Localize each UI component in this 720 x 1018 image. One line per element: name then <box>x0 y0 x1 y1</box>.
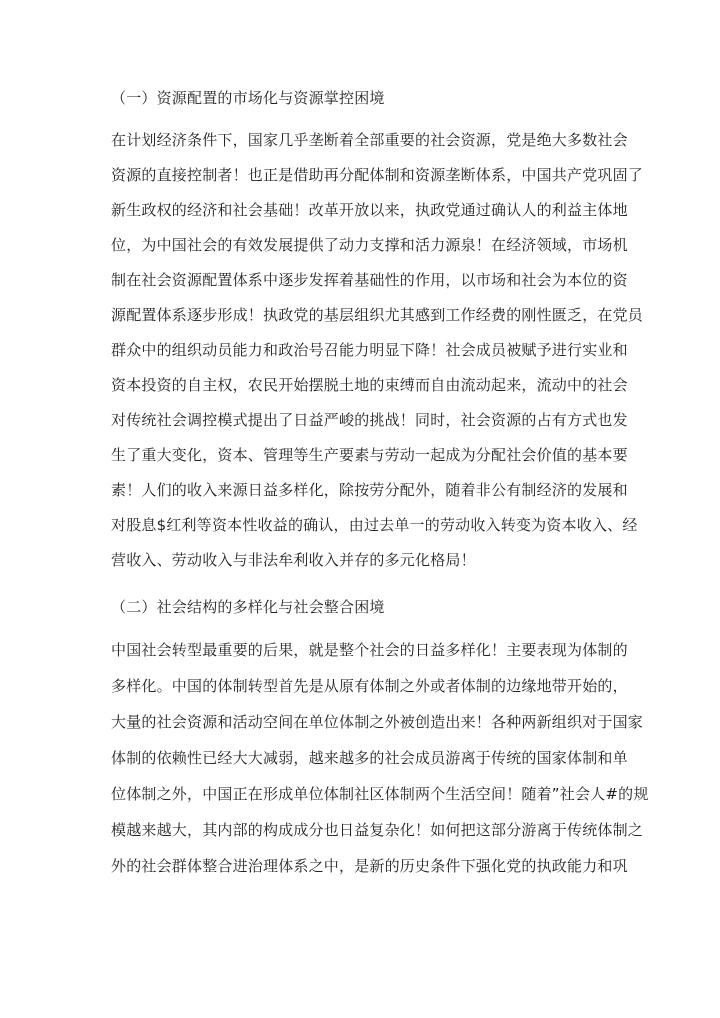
paragraph-line: 资源的直接控制者！也正是借助再分配体制和资源垄断体系，中国共产党巩固了 <box>111 166 644 184</box>
paragraph-line: 生了重大变化，资本、管理等生产要素与劳动一起成为分配社会价值的基本要 <box>111 446 628 464</box>
paragraph-line: 模越来越大，其内部的构成成分也日益复杂化！如何把这部分游离于传统体制之 <box>111 821 644 839</box>
paragraph-line: 外的社会群体整合进治理体系之中，是新的历史条件下强化党的执政能力和巩 <box>111 857 628 875</box>
paragraph-line: 中国社会转型最重要的后果，就是整个社会的日益多样化！主要表现为体制的 <box>111 641 628 659</box>
paragraph-line: 源配置体系逐步形成！执政党的基层组织尤其感到工作经费的刚性匮乏，在党员 <box>111 306 644 324</box>
paragraph-line: 在计划经济条件下，国家几乎垄断着全部重要的社会资源，党是绝大多数社会 <box>111 131 628 149</box>
paragraph-line: 新生政权的经济和社会基础！改革开放以来，执政党通过确认人的利益主体地 <box>111 201 628 219</box>
paragraph-line: 大量的社会资源和活动空间在单位体制之外被创造出来！各种两新组织对于国家 <box>111 713 644 731</box>
paragraph-line: 营收入、劳动收入与非法牟利收入并存的多元化格局！ <box>111 551 476 569</box>
section-heading-2: （二）社会结构的多样化与社会整合困境 <box>111 598 385 616</box>
section-heading-1: （一）资源配置的市场化与资源掌控困境 <box>111 89 385 107</box>
paragraph-line: 对传统社会调控模式提出了日益严峻的挑战！同时，社会资源的占有方式也发 <box>111 411 628 429</box>
paragraph-line: 对股息$红利等资本性收益的确认，由过去单一的劳动收入转变为资本收入、经 <box>111 516 638 534</box>
paragraph-line: 体制的依赖性已经大大减弱，越来越多的社会成员游离于传统的国家体制和单 <box>111 749 628 767</box>
paragraph-line: 多样化。中国的体制转型首先是从原有体制之外或者体制的边缘地带开始的， <box>111 677 628 695</box>
paragraph-line: 制在社会资源配置体系中逐步发挥着基础性的作用，以市场和社会为本位的资 <box>111 271 628 289</box>
paragraph-line: 群众中的组织动员能力和政治号召能力明显下降！社会成员被赋予进行实业和 <box>111 341 628 359</box>
paragraph-line: 资本投资的自主权，农民开始摆脱土地的束缚而自由流动起来，流动中的社会 <box>111 376 628 394</box>
paragraph-line: 素！人们的收入来源日益多样化，除按劳分配外，随着非公有制经济的发展和 <box>111 481 628 499</box>
paragraph-line: 位体制之外，中国正在形成单位体制社区体制两个生活空间！随着”社会人#的规 <box>111 785 649 803</box>
paragraph-line: 位，为中国社会的有效发展提供了动力支撑和活力源泉！在经济领域，市场机 <box>111 236 628 254</box>
